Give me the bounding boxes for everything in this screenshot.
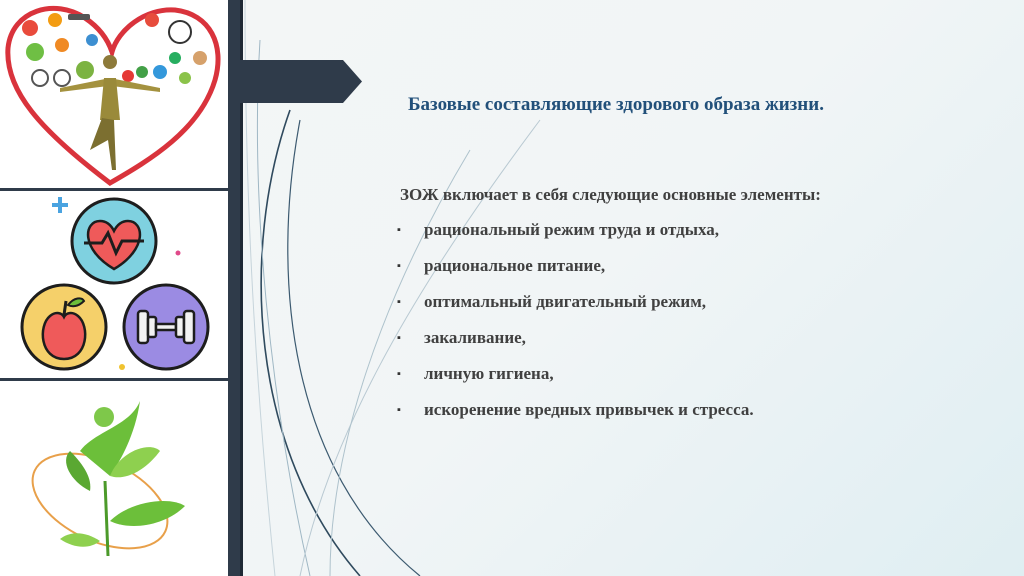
list-item-text: рациональный режим труда и отдыха, <box>424 220 719 239</box>
list-item-text: личную гигиена, <box>424 364 554 383</box>
list-item <box>397 364 754 400</box>
dumbbell-icon <box>124 285 208 369</box>
bullet-icon: ▪ <box>397 224 401 236</box>
list-item-text: рациональное питание, <box>424 256 606 275</box>
bullet-icon: ▪ <box>397 260 401 272</box>
list-item <box>397 292 754 328</box>
bullet-icon: ▪ <box>397 368 401 380</box>
list-item-text: искоренение вредных привычек и стресса. <box>424 400 754 419</box>
heartbeat-icon <box>72 199 156 283</box>
list-item-text: закаливание, <box>424 328 526 347</box>
bullet-icon: ▪ <box>397 332 401 344</box>
list-item <box>397 400 754 436</box>
title-arrow-tab <box>228 60 362 103</box>
eco-person-logo <box>0 381 228 576</box>
list-item-text: оптимальный двигательный режим, <box>424 292 707 311</box>
list-item <box>397 220 754 256</box>
list-item <box>397 328 754 364</box>
elements-list <box>397 220 754 436</box>
intro-text: ЗОЖ включает в себя следующие основные элементы: <box>400 185 821 204</box>
apple-icon <box>22 285 106 369</box>
slide-title: Базовые составляющие здорового образа жизни. <box>408 94 824 115</box>
list-item <box>397 256 754 292</box>
bullet-icon: ▪ <box>397 404 401 416</box>
bullet-icon: ▪ <box>397 296 401 308</box>
health-icons-image <box>0 191 228 378</box>
heart-fitness-image <box>0 0 228 189</box>
